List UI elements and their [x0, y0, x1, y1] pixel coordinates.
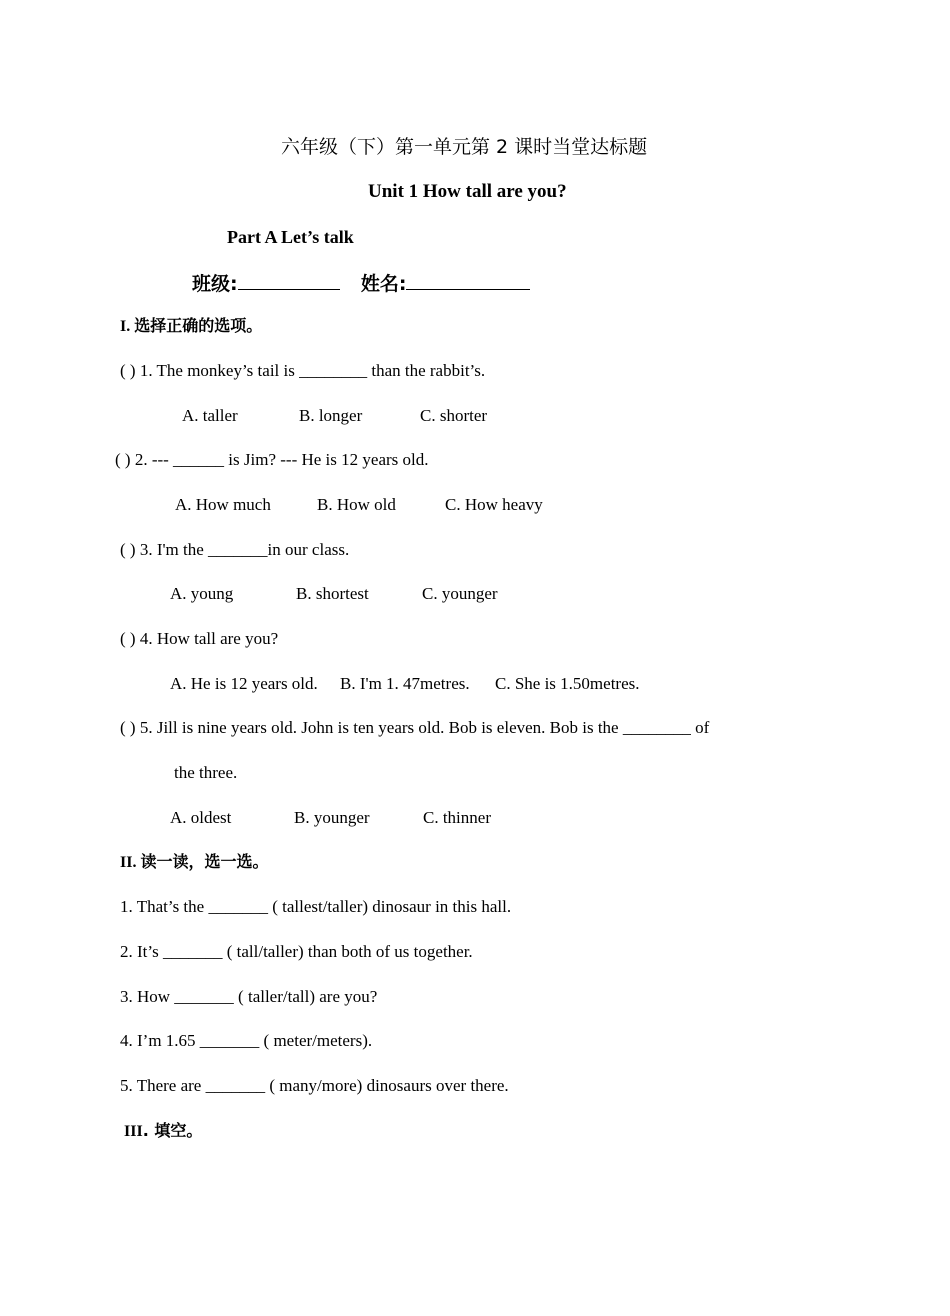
question-1-option-a[interactable]: A. taller: [182, 406, 238, 425]
part-title: Part A Let’s talk: [227, 227, 354, 247]
question-5-option-c[interactable]: C. thinner: [423, 808, 491, 827]
question-4-stem: ( ) 4. How tall are you?: [120, 629, 279, 648]
section-1-number: I.: [120, 318, 131, 335]
section-3-text: . 填空。: [142, 1121, 203, 1140]
question-3-stem: ( ) 3. I'm the _______in our class.: [120, 540, 350, 559]
unit-title: Unit 1 How tall are you?: [368, 181, 567, 202]
question-1-stem: ( ) 1. The monkey’s tail is ________ than the rabbit’s.: [120, 361, 486, 380]
fill-item-2: 2. It’s _______ ( tall/taller) than both of us together.: [120, 942, 473, 961]
question-5-stem: ( ) 5. Jill is nine years old. John is ten years old. Bob is eleven. Bob is the ________ of: [120, 718, 710, 737]
question-1-option-c[interactable]: C. shorter: [420, 406, 488, 425]
class-blank-field[interactable]: [238, 271, 340, 290]
section-1-heading: [120, 315, 262, 338]
class-name-row: [192, 271, 530, 295]
question-3-option-a[interactable]: A. young: [170, 584, 234, 603]
class-label: 班级:: [192, 273, 238, 295]
question-4-option-b[interactable]: B. I'm 1. 47metres.: [340, 674, 470, 693]
worksheet-title-cn: 六年级（下）第一单元第 2 课时当堂达标题: [281, 136, 648, 158]
question-4-option-a[interactable]: A. He is 12 years old.: [170, 674, 318, 693]
fill-item-1: 1. That’s the _______ ( tallest/taller) dinosaur in this hall.: [120, 897, 512, 916]
question-5-stem-continued: the three.: [174, 763, 238, 782]
fill-item-5: 5. There are _______ ( many/more) dinosaurs over there.: [120, 1076, 509, 1095]
question-2-option-a[interactable]: A. How much: [175, 495, 271, 514]
question-2-option-b[interactable]: B. How old: [317, 495, 396, 514]
question-2-stem: ( ) 2. --- ______ is Jim? --- He is 12 years old.: [115, 450, 429, 469]
question-5-option-b[interactable]: B. younger: [294, 808, 370, 827]
question-3-option-b[interactable]: B. shortest: [296, 584, 369, 603]
fill-item-3: 3. How _______ ( taller/tall) are you?: [120, 987, 378, 1006]
question-3-option-c[interactable]: C. younger: [422, 584, 498, 603]
fill-item-4: 4. I’m 1.65 _______ ( meter/meters).: [120, 1031, 373, 1050]
section-2-text: 读一读，选一选。: [140, 852, 269, 871]
name-blank-field[interactable]: [406, 271, 530, 290]
section-2-number: II.: [120, 854, 137, 871]
question-2-option-c[interactable]: C. How heavy: [445, 495, 543, 514]
section-3-number: III: [124, 1123, 143, 1140]
question-1-option-b[interactable]: B. longer: [299, 406, 363, 425]
section-1-text: 选择正确的选项。: [134, 316, 263, 335]
question-4-option-c[interactable]: C. She is 1.50metres.: [495, 674, 640, 693]
name-label: 姓名:: [360, 273, 407, 295]
section-3-heading: [124, 1120, 202, 1143]
question-5-option-a[interactable]: A. oldest: [170, 808, 232, 827]
section-2-heading: [120, 851, 268, 874]
